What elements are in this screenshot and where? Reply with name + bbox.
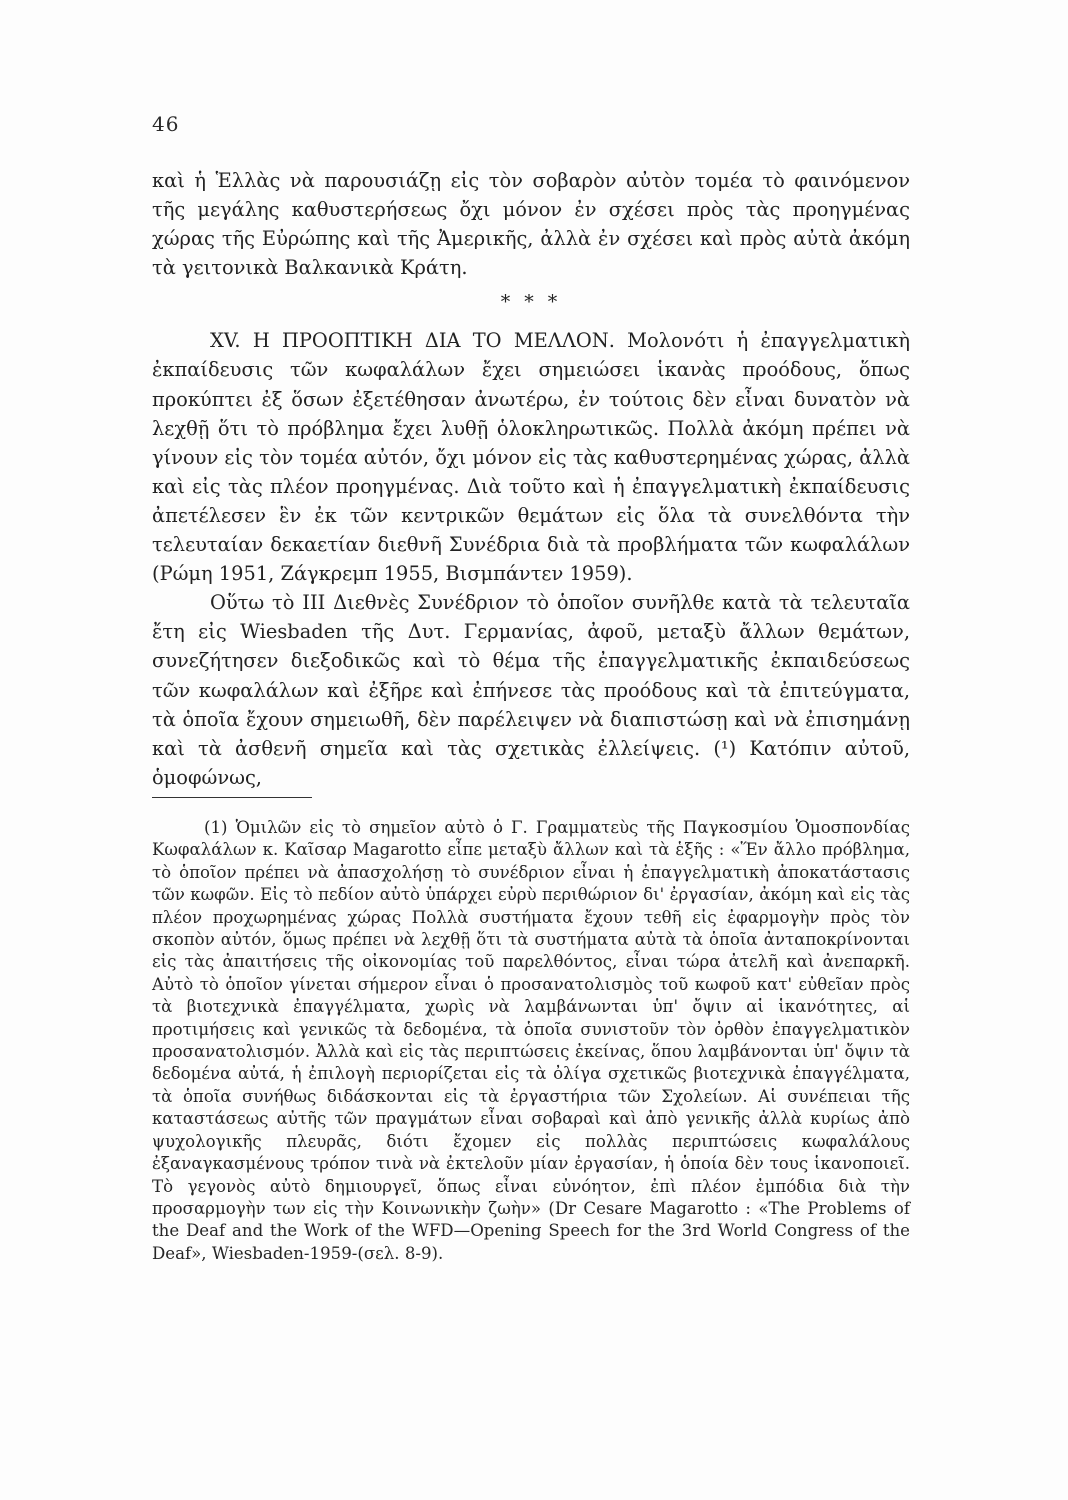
section-paragraph: [152, 326, 910, 588]
footnote-rule: [152, 797, 312, 798]
paragraph-section-body: Μολονότι ἡ ἐπαγγελματικὴ ἐκπαίδευσις τῶν κωφαλάλων ἔχει σημειώσει ἱκανὰς προόδους, ὅπως προκύπτει ἐξ ὅσων ἐξετέθησαν ἀνωτέρω, ἐν τούτοις δὲν εἶναι δυνατὸν νὰ λεχθῇ ὅτι τὸ πρόβλημα ἔχει λυθῇ ὁλοκληρωτικῶς. Πολλὰ ἀκόμη πρέπει νὰ γίνουν εἰς τὸν τομέα αὐτόν, ὄχι μόνον εἰς τὰς καθυστερημένας χώρας, ἀλλὰ καὶ εἰς τὰς πλέον προηγμένας. Διὰ τοῦτο καὶ ἡ ἐπαγγελματικὴ ἐκπαίδευσις ἀπετέλεσεν ἓν ἐκ τῶν κεντρικῶν θεμάτων εἰς ὅλα τὰ συνελθόντα τὴν τελευταίαν δεκαετίαν διεθνῆ Συνέδρια διὰ τὰ προβλήματα τῶν κωφαλάλων (Ρώμη 1951, Ζάγκρεμπ 1955, Βισμπάντεν 1959).: [152, 329, 911, 586]
footnote: (1) Ὁμιλῶν εἰς τὸ σημεῖον αὐτὸ ὁ Γ. Γραμματεὺς τῆς Παγκοσμίου Ὁμοσπονδίας Κωφαλάλων κ. Καῖσαρ Magarotto εἶπε μεταξὺ ἄλλων καὶ τὰ ἑξῆς : «Ἕν ἄλλο πρόβλημα, τὸ ὁποῖον πρέπει νὰ ἀπασχολήσῃ τὸ συνέδριον εἶναι ἡ ἐπαγγελματικὴ ἀποκατάστασις τῶν κωφῶν. Εἰς τὸ πεδίον αὐτὸ ὑπάρχει εὐρὺ περιθώριον δι' ἐργασίαν, ἀκόμη καὶ εἰς τὰς πλέον προχωρημένας χώρας Πολλὰ συστήματα ἔχουν τεθῆ εἰς ἐφαρμογὴν πρὸς τὸν σκοπὸν αὐτόν, ὅμως πρέπει νὰ λεχθῇ ὅτι τὰ συστήματα αὐτὰ τὰ ὁποῖα ἀνταποκρίνονται εἰς τὰς ἀπαιτήσεις τῆς οἰκονομίας τοῦ παρελθόντος, εἶναι τώρα ἀτελῆ καὶ ἀνεπαρκῆ. Αὐτὸ τὸ ὁποῖον γίνεται σήμερον εἶναι ὁ προσανατολισμὸς τοῦ κωφοῦ κατ' εὐθεῖαν πρὸς τὰ βιοτεχνικὰ ἐπαγγέλματα, χωρὶς νὰ λαμβάνωνται ὑπ' ὄψιν αἱ ἱκανότητες, αἱ προτιμήσεις καὶ γενικῶς τὰ δεδομένα, τὰ ὁποῖα συνιστοῦν τὸν ὀρθὸν ἐπαγγελματικὸν προσανατολισμόν. Ἀλλὰ καὶ εἰς τὰς περιπτώσεις ἐκείνας, ὅπου λαμβάνονται ὑπ' ὄψιν τὰ δεδομένα αὐτά, ἡ ἐπιλογὴ περιορίζεται εἰς τὰ ὀλίγα σχετικῶς βιοτεχνικὰ ἐπαγγέλματα, τὰ ὁποῖα συνήθως διδάσκονται εἰς τὰ ἐργαστήρια τῶν Σχολείων. Αἱ συνέπειαι τῆς καταστάσεως αὐτῆς τῶν πραγμάτων εἶναι σοβαραὶ καὶ ἀπὸ γενικῆς ἀλλὰ κυρίως ἀπὸ ψυχολογικῆς πλευρᾶς, διότι ἔχομεν εἰς πολλὰς περιπτώσεις κωφαλάλους ἐξαναγκασμένους τρόπον τινὰ νὰ ἐκτελοῦν μίαν ἐργασίαν, ἡ ὁποία δὲν τους ἱκανοποιεῖ. Τὸ γεγονὸς αὐτὸ δημιουργεῖ, ὅπως εἶναι εὐνόητον, ἐπὶ πλέον ἐμπόδια διὰ τὴν προσαρμογὴν των εἰς τὴν Κοινωνικὴν ζωὴν» (Dr Cesare Magarotto : «The Problems of the Deaf and the Work of the WFD—Opening Speech for the 3rd World Congress of the Deaf», Wiesbaden-1959-(σελ. 8-9).: [152, 818, 910, 1263]
section-separator: * * *: [500, 291, 562, 314]
section-heading: XV. Η ΠΡΟΟΠΤΙΚΗ ΔΙΑ ΤΟ ΜΕΛΛΟΝ.: [210, 329, 615, 353]
page-number: 46: [152, 112, 180, 136]
main-text: [152, 166, 910, 792]
paragraph-intro: καὶ ἡ Ἑλλὰς νὰ παρουσιάζῃ εἰς τὸν σοβαρὸν αὐτὸν τομέα τὸ φαινόμενον τῆς μεγάλης καθυστερήσεως ὄχι μόνον ἐν σχέσει πρὸς τὰς προηγμένας χώρας τῆς Εὐρώπης καὶ τῆς Ἀμερικῆς, ἀλλὰ ἐν σχέσει καὶ πρὸς αὐτὰ ἀκόμη τὰ γειτονικὰ Βαλκανικὰ Κράτη.: [152, 169, 910, 280]
paragraph-congress: Οὕτω τὸ ΙΙΙ Διεθνὲς Συνέδριον τὸ ὁποῖον συνῆλθε κατὰ τὰ τελευταῖα ἔτη εἰς Wiesbaden τῆς Δυτ. Γερμανίας, ἀφοῦ, μεταξὺ ἄλλων θεμάτων, συνεζήτησεν διεξοδικῶς καὶ τὸ θέμα τῆς ἐπαγγελματικῆς ἐκπαιδεύσεως τῶν κωφαλάλων καὶ ἐξῆρε καὶ ἐπήνεσε τὰς προόδους καὶ τὰ ἐπιτεύγματα, τὰ ὁποῖα ἔχουν σημειωθῆ, δὲν παρέλειψεν νὰ διαπιστώσῃ καὶ νὰ ἐπισημάνῃ καὶ τὰ ἀσθενῆ σημεῖα καὶ τὰς σχετικὰς ἐλλείψεις. (¹) Κατόπιν αὐτοῦ, ὁμοφώνως,: [152, 591, 910, 789]
